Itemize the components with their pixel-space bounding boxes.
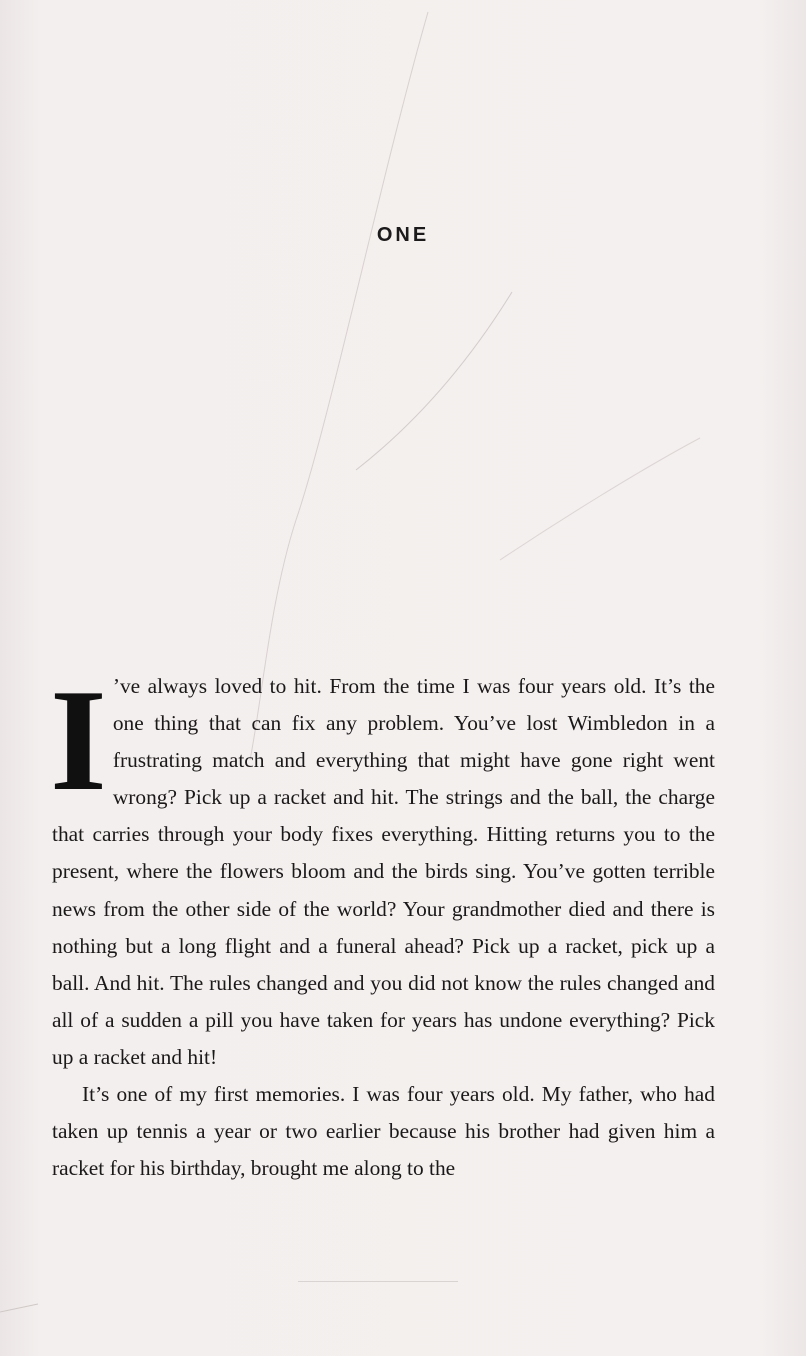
paragraph-1 (50, 659, 715, 1076)
chapter-body-text (50, 659, 715, 1187)
drop-cap: I (50, 659, 107, 821)
footer-rule (298, 1281, 458, 1282)
chapter-heading: ONE (376, 224, 430, 246)
paragraph-2: It’s one of my first memories. I was four years old. My father, who had taken up tennis a year or two earlier because his brother had given him a racket for his birthday, brought me along to the (52, 1082, 715, 1181)
paragraph-1-text: ’ve always loved to hit. From the time I was four years old. It’s the one thing that can fix any problem. You’ve lost Wimbledon in a frustrating match and everything that might have gone right went wrong? Pick up a racket and hit. The strings and the ball, the charge that carries through your body fixes everything. Hitting returns you to the present, where the flowers bloom and the birds sing. You’ve gotten terrible news from the other side of the world? Your grandmother died and there is nothing but a long flight and a funeral ahead? Pick up a racket, pick up a ball. And hit. The rules changed and you did not know the rules changed and all of a sudden a pill you have taken for years has undone everything? Pick up a racket and hit! (52, 674, 715, 1069)
